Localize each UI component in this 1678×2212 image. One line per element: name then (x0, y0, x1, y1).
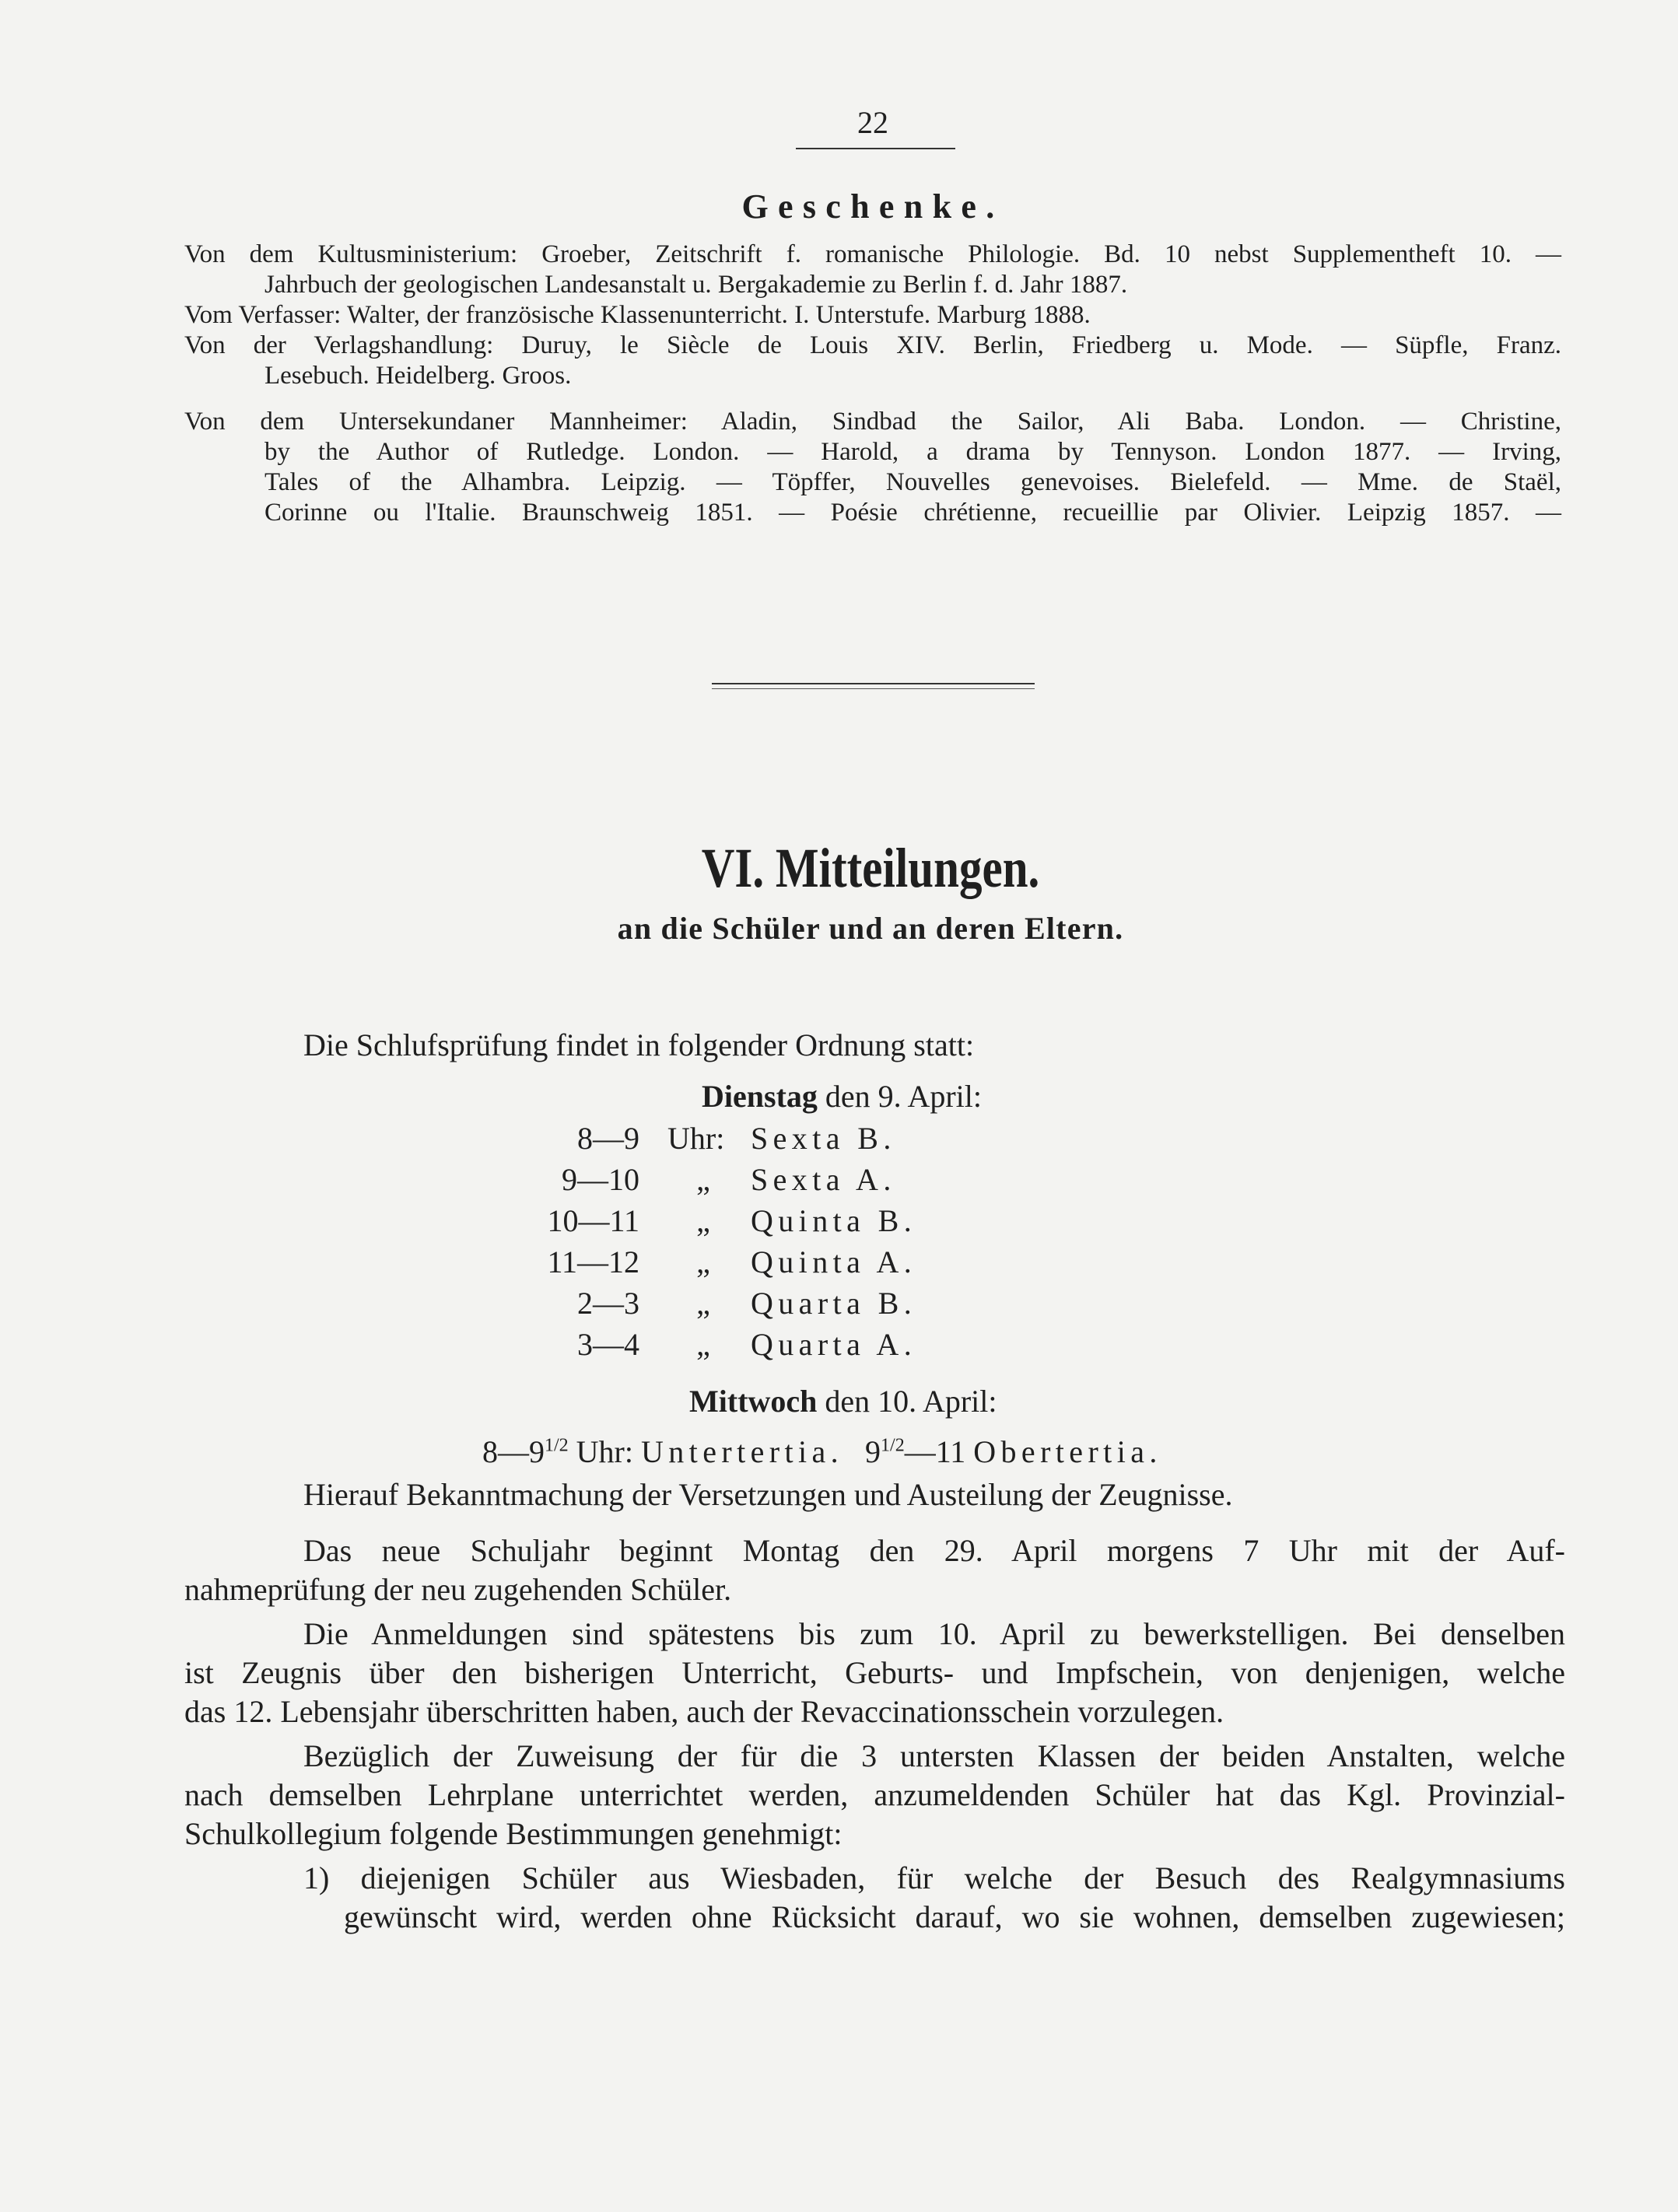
paragraph-line: nahmeprüfung der neu zugehenden Schüler. (184, 1572, 732, 1607)
geschenke-heading: Geschenke. (741, 187, 1004, 226)
ditto-mark: „ (696, 1244, 710, 1279)
schedule-uhr: Uhr: (667, 1121, 725, 1156)
list-item-line: 1) diejenigen Schüler aus Wiesbaden, für welche der Besuch des Realgymnasiums (303, 1860, 1565, 1895)
day2-class2: Obertertia. (973, 1434, 1162, 1469)
geschenke-line: by the Author of Rutledge. London. — Harold, a drama by Tennyson. London 1877. — Irving, (264, 438, 1561, 466)
day2-time1: 8—9 (482, 1434, 545, 1469)
schedule-class: Quarta A. (751, 1327, 917, 1362)
section-subtitle: an die Schüler und an deren Eltern. (617, 911, 1124, 946)
ditto-mark: „ (696, 1286, 710, 1321)
paragraph-line: Das neue Schuljahr beginnt Montag den 29. April morgens 7 Uhr mit der Auf- (303, 1533, 1565, 1568)
intro-text: Die Schlufsprüfung findet in folgender Ordnung statt: (303, 1027, 975, 1062)
schedule-class: Quinta B. (751, 1203, 917, 1238)
section-divider (712, 683, 1035, 684)
paragraph-line: nach demselben Lehrplane unterrichtet werden, anzumeldenden Schüler hat das Kgl. Provinzial- (184, 1777, 1565, 1812)
schedule-time: 3—4 (577, 1327, 639, 1362)
ditto-mark: „ (696, 1203, 710, 1238)
closing-line: Hierauf Bekanntmachung der Versetzungen und Austeilung der Zeugnisse. (303, 1477, 1233, 1512)
day2-time2: 9 (865, 1434, 881, 1469)
page-number: 22 (857, 105, 888, 140)
paragraph-line: ist Zeugnis über den bisherigen Unterricht, Geburts- und Impfschein, von denjenigen, welche (184, 1655, 1565, 1690)
fraction: 1/2 (545, 1435, 569, 1456)
geschenke-line: Lesebuch. Heidelberg. Groos. (264, 362, 572, 390)
schedule-class: Sexta A. (751, 1162, 896, 1197)
schedule-time: 11—12 (547, 1244, 639, 1279)
section-title: VI. Mitteilungen. (701, 837, 1040, 899)
day2-name: Mittwoch (689, 1384, 818, 1419)
geschenke-line: Vom Verfasser: Walter, der französische Klassenunterricht. I. Unterstufe. Marburg 1888. (184, 301, 1091, 329)
schedule-class: Sexta B. (751, 1121, 896, 1156)
schedule-time: 10—11 (547, 1203, 639, 1238)
section-divider (712, 688, 1035, 689)
ditto-mark: „ (696, 1162, 710, 1197)
schedule-class: Quinta A. (751, 1244, 917, 1279)
schedule-time: 9—10 (562, 1162, 639, 1197)
schedule-class: Quarta B. (751, 1286, 917, 1321)
paragraph-line: Die Anmeldungen sind spätestens bis zum 10. April zu bewerkstelligen. Bei denselben (303, 1616, 1565, 1651)
paragraph-line: Bezüglich der Zuweisung der für die 3 untersten Klassen der beiden Anstalten, welche (303, 1738, 1565, 1773)
geschenke-line: Von dem Kultusministerium: Groeber, Zeitschrift f. romanische Philologie. Bd. 10 nebst Supplementheft 10. — (184, 240, 1561, 268)
day1-date: den 9. April: (817, 1079, 982, 1114)
geschenke-line: Von der Verlagshandlung: Duruy, le Siècle de Louis XIV. Berlin, Friedberg u. Mode. — Süpfle, Franz. (184, 331, 1561, 359)
geschenke-line: Corinne ou l'Italie. Braunschweig 1851. — Poésie chrétienne, recueillie par Olivier. Leipzig 1857. — (264, 499, 1561, 527)
geschenke-line: Jahrbuch der geologischen Landesanstalt u. Bergakademie zu Berlin f. d. Jahr 1887. (264, 271, 1128, 299)
geschenke-line: Von dem Untersekundaner Mannheimer: Aladin, Sindbad the Sailor, Ali Baba. London. — Christine, (184, 408, 1561, 436)
day2-uhr: Uhr: (568, 1434, 641, 1469)
day2-schedule-line (482, 1433, 1162, 1470)
day2-time2-end: —11 (904, 1434, 974, 1469)
day2-class1: Untertertia. (641, 1434, 844, 1469)
paragraph-line: Schulkollegium folgende Bestimmungen genehmigt: (184, 1816, 843, 1851)
paragraph-line: das 12. Lebensjahr überschritten haben, auch der Revaccinationsschein vorzulegen. (184, 1694, 1224, 1729)
day1-name: Dienstag (702, 1079, 818, 1114)
schedule-time: 8—9 (577, 1121, 639, 1156)
day2-date: den 10. April: (817, 1384, 997, 1419)
list-item-line: gewünscht wird, werden ohne Rücksicht darauf, wo sie wohnen, demselben zugewiesen; (344, 1899, 1565, 1934)
fraction: 1/2 (881, 1435, 905, 1456)
day1-heading (702, 1078, 982, 1115)
schedule-time: 2—3 (577, 1286, 639, 1321)
day2-heading (689, 1383, 997, 1419)
page-number-rule (796, 148, 955, 149)
geschenke-line: Tales of the Alhambra. Leipzig. — Töpffer, Nouvelles genevoises. Bielefeld. — Mme. de Staël, (264, 468, 1561, 496)
ditto-mark: „ (696, 1327, 710, 1362)
